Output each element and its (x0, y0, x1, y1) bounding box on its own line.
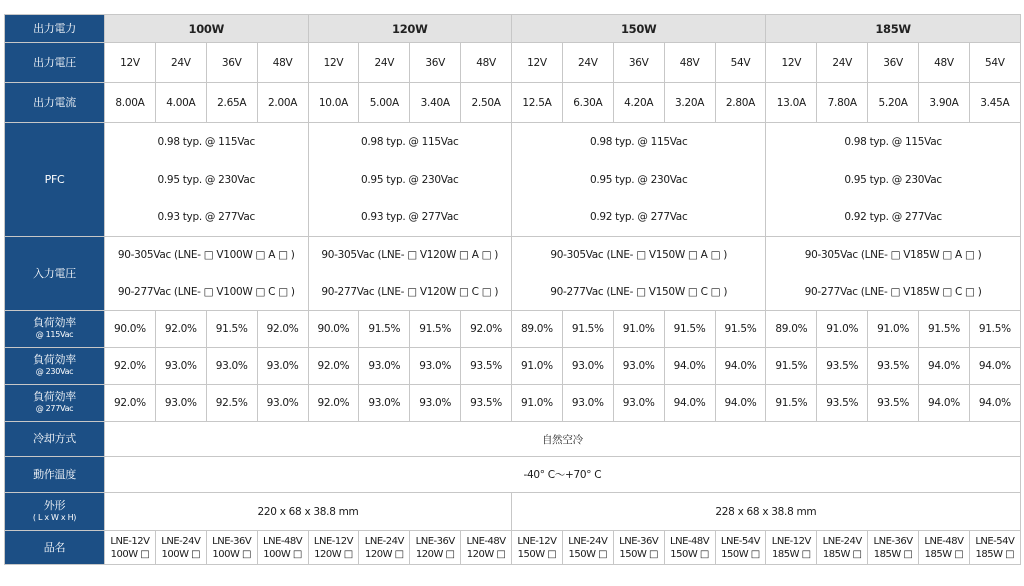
voltage-cell: 12V (308, 43, 359, 83)
current-cell: 5.00A (359, 83, 410, 123)
efficiency-cell: 91.5% (969, 311, 1020, 348)
product-name-cell (969, 531, 1020, 565)
product-name-line: LNE-36V (415, 535, 455, 547)
table-row (5, 531, 1021, 565)
product-name-cell (257, 531, 308, 565)
row-header: 動作温度 (5, 457, 105, 493)
pfc-cell: 0.98 typ. @ 115Vac (105, 123, 309, 161)
efficiency-cell: 92.0% (308, 385, 359, 422)
input-voltage-cell: 90-305Vac (LNE- □ V185W □ A □ ) (766, 237, 1020, 274)
current-cell: 3.20A (664, 83, 715, 123)
product-name-line: LNE-12V (313, 535, 353, 547)
product-name-cell (766, 531, 817, 565)
input-voltage-cell: 90-305Vac (LNE- □ V120W □ A □ ) (308, 237, 512, 274)
product-name-line: LNE-48V (924, 535, 964, 547)
efficiency-cell: 91.5% (766, 385, 817, 422)
product-name-cell (512, 531, 563, 565)
row-header (5, 348, 105, 385)
input-voltage-cell: 90-277Vac (LNE- □ V150W □ C □ ) (512, 274, 766, 311)
efficiency-cell: 93.0% (257, 385, 308, 422)
pfc-cell: 0.95 typ. @ 230Vac (512, 161, 766, 199)
current-cell: 2.80A (715, 83, 766, 123)
product-name-line: LNE-12V (771, 535, 811, 547)
efficiency-cell: 93.0% (155, 385, 206, 422)
row-header-label: 外形 (43, 498, 66, 512)
product-name-line: 120W □ (466, 548, 506, 560)
product-name-line: 100W □ (212, 548, 251, 560)
row-header-label: 負荷効率 (33, 353, 76, 366)
product-name-cell (308, 531, 359, 565)
table-row (5, 422, 1021, 457)
cooling-value: 自然空冷 (105, 422, 1021, 457)
table-row (5, 385, 1021, 422)
product-name-line: LNE-12V (517, 535, 557, 547)
efficiency-cell: 89.0% (766, 311, 817, 348)
current-cell: 13.0A (766, 83, 817, 123)
current-cell: 4.00A (155, 83, 206, 123)
efficiency-cell: 92.0% (257, 311, 308, 348)
row-header-sublabel: @ 277Vac (35, 404, 74, 413)
efficiency-cell: 93.0% (206, 348, 257, 385)
row-header-sublabel: @ 115Vac (35, 330, 74, 339)
product-name-line: LNE-12V (110, 535, 150, 547)
efficiency-cell: 94.0% (715, 348, 766, 385)
input-voltage-cell: 90-277Vac (LNE- □ V120W □ C □ ) (308, 274, 512, 311)
efficiency-cell: 93.0% (410, 385, 461, 422)
current-cell: 2.50A (461, 83, 512, 123)
current-cell: 2.00A (257, 83, 308, 123)
product-name-line: LNE-36V (873, 535, 913, 547)
efficiency-cell: 92.0% (308, 348, 359, 385)
input-voltage-cell: 90-277Vac (LNE- □ V185W □ C □ ) (766, 274, 1020, 311)
efficiency-cell: 93.0% (613, 348, 664, 385)
efficiency-cell: 91.5% (206, 311, 257, 348)
efficiency-cell: 92.0% (155, 311, 206, 348)
product-name-cell (868, 531, 919, 565)
product-name-line: 150W □ (619, 548, 658, 560)
efficiency-cell: 91.0% (613, 311, 664, 348)
row-header (5, 385, 105, 422)
product-name-cell (410, 531, 461, 565)
efficiency-cell: 93.0% (359, 385, 410, 422)
efficiency-cell: 91.5% (766, 348, 817, 385)
input-voltage-cell: 90-305Vac (LNE- □ V100W □ A □ ) (105, 237, 309, 274)
pfc-cell: 0.92 typ. @ 277Vac (512, 199, 766, 237)
current-cell: 10.0A (308, 83, 359, 123)
current-cell: 7.80A (817, 83, 868, 123)
table-row (5, 15, 1021, 43)
efficiency-cell: 93.5% (817, 348, 868, 385)
product-name-line: LNE-36V (212, 535, 252, 547)
pfc-cell: 0.95 typ. @ 230Vac (308, 161, 512, 199)
efficiency-cell: 93.0% (562, 385, 613, 422)
pfc-cell: 0.98 typ. @ 115Vac (766, 123, 1020, 161)
product-name-line: 185W □ (822, 548, 862, 560)
row-header (5, 493, 105, 531)
product-name-line: LNE-24V (161, 535, 201, 547)
table-row (5, 161, 1021, 199)
efficiency-cell: 93.5% (817, 385, 868, 422)
product-name-line: LNE-54V (720, 535, 760, 547)
efficiency-cell: 93.0% (257, 348, 308, 385)
product-name-cell (105, 531, 156, 565)
efficiency-cell: 94.0% (919, 348, 970, 385)
product-name-line: 100W □ (161, 548, 201, 560)
row-header: 出力電圧 (5, 43, 105, 83)
dimensions-value: 220 x 68 x 38.8 mm (105, 493, 512, 531)
row-header: 冷却方式 (5, 422, 105, 457)
efficiency-cell: 94.0% (664, 385, 715, 422)
voltage-cell: 24V (817, 43, 868, 83)
efficiency-cell: 91.0% (512, 385, 563, 422)
spec-table (4, 14, 1021, 565)
watt-header: 185W (766, 15, 1020, 43)
product-name-line: LNE-36V (619, 535, 659, 547)
efficiency-cell: 91.0% (817, 311, 868, 348)
efficiency-cell: 93.0% (155, 348, 206, 385)
product-name-cell (461, 531, 512, 565)
product-name-cell (817, 531, 868, 565)
table-row (5, 199, 1021, 237)
product-name-line: LNE-48V (466, 535, 506, 547)
efficiency-cell: 91.0% (868, 311, 919, 348)
table-row (5, 311, 1021, 348)
product-name-line: LNE-54V (975, 535, 1015, 547)
pfc-cell: 0.93 typ. @ 277Vac (308, 199, 512, 237)
product-name-cell (206, 531, 257, 565)
efficiency-cell: 92.0% (105, 348, 156, 385)
product-name-cell (613, 531, 664, 565)
current-cell: 2.65A (206, 83, 257, 123)
product-name-line: 185W □ (924, 548, 964, 560)
product-name-line: 150W □ (517, 548, 557, 560)
efficiency-cell: 89.0% (512, 311, 563, 348)
row-header: PFC (5, 123, 105, 237)
table-row (5, 493, 1021, 531)
efficiency-cell: 91.5% (715, 311, 766, 348)
product-name-line: LNE-24V (822, 535, 862, 547)
product-name-line: LNE-48V (670, 535, 710, 547)
row-header (5, 311, 105, 348)
input-voltage-cell: 90-277Vac (LNE- □ V100W □ C □ ) (105, 274, 309, 311)
row-header-label: 負荷効率 (33, 316, 76, 329)
product-name-line: 120W □ (415, 548, 455, 560)
pfc-cell: 0.98 typ. @ 115Vac (512, 123, 766, 161)
efficiency-cell: 92.0% (105, 385, 156, 422)
watt-header: 120W (308, 15, 512, 43)
row-header: 出力電力 (5, 15, 105, 43)
product-name-line: LNE-24V (568, 535, 608, 547)
efficiency-cell: 93.5% (868, 385, 919, 422)
row-header-sublabel: @ 230Vac (35, 367, 74, 376)
efficiency-cell: 93.5% (868, 348, 919, 385)
efficiency-cell: 92.5% (206, 385, 257, 422)
product-name-cell (664, 531, 715, 565)
product-name-line: 100W □ (263, 548, 302, 560)
current-cell: 8.00A (105, 83, 156, 123)
product-name-line: 120W □ (314, 548, 353, 560)
product-name-cell (715, 531, 766, 565)
efficiency-cell: 93.0% (359, 348, 410, 385)
product-name-line: 150W □ (721, 548, 760, 560)
voltage-cell: 48V (664, 43, 715, 83)
table-row (5, 274, 1021, 311)
product-name-line: 185W □ (873, 548, 913, 560)
voltage-cell: 36V (206, 43, 257, 83)
efficiency-cell: 93.0% (562, 348, 613, 385)
voltage-cell: 24V (155, 43, 206, 83)
row-header-label: 負荷効率 (33, 390, 76, 403)
current-cell: 5.20A (868, 83, 919, 123)
efficiency-cell: 92.0% (461, 311, 512, 348)
efficiency-cell: 94.0% (919, 385, 970, 422)
product-name-line: 150W □ (568, 548, 608, 560)
voltage-cell: 48V (919, 43, 970, 83)
voltage-cell: 36V (613, 43, 664, 83)
current-cell: 3.45A (969, 83, 1020, 123)
product-name-line: 100W □ (110, 548, 150, 560)
product-name-cell (562, 531, 613, 565)
current-cell: 12.5A (512, 83, 563, 123)
row-header-sublabel: ( L x W x H) (32, 512, 77, 522)
efficiency-cell: 91.5% (664, 311, 715, 348)
watt-header: 100W (105, 15, 309, 43)
pfc-cell: 0.98 typ. @ 115Vac (308, 123, 512, 161)
pfc-cell: 0.93 typ. @ 277Vac (105, 199, 309, 237)
voltage-cell: 36V (868, 43, 919, 83)
efficiency-cell: 91.0% (512, 348, 563, 385)
product-name-cell (359, 531, 410, 565)
product-name-line: LNE-24V (364, 535, 404, 547)
voltage-cell: 36V (410, 43, 461, 83)
voltage-cell: 48V (257, 43, 308, 83)
efficiency-cell: 94.0% (969, 348, 1020, 385)
table-row (5, 457, 1021, 493)
pfc-cell: 0.95 typ. @ 230Vac (766, 161, 1020, 199)
row-header: 入力電圧 (5, 237, 105, 311)
voltage-cell: 12V (766, 43, 817, 83)
table-row (5, 348, 1021, 385)
efficiency-cell: 93.5% (461, 348, 512, 385)
efficiency-cell: 90.0% (308, 311, 359, 348)
current-cell: 3.90A (919, 83, 970, 123)
voltage-cell: 48V (461, 43, 512, 83)
table-row (5, 123, 1021, 161)
voltage-cell: 54V (715, 43, 766, 83)
efficiency-cell: 93.0% (410, 348, 461, 385)
voltage-cell: 12V (512, 43, 563, 83)
spec-table-container (4, 14, 1021, 565)
efficiency-cell: 93.0% (613, 385, 664, 422)
product-name-cell (155, 531, 206, 565)
efficiency-cell: 94.0% (715, 385, 766, 422)
pfc-cell: 0.95 typ. @ 230Vac (105, 161, 309, 199)
operating-temp-value: -40° C～+70° C (105, 457, 1021, 493)
product-name-line: 150W □ (670, 548, 709, 560)
row-header: 品名 (5, 531, 105, 565)
product-name-line: LNE-48V (263, 535, 303, 547)
product-name-line: 185W □ (772, 548, 811, 560)
efficiency-cell: 94.0% (664, 348, 715, 385)
efficiency-cell: 90.0% (105, 311, 156, 348)
table-row (5, 43, 1021, 83)
efficiency-cell: 91.5% (919, 311, 970, 348)
input-voltage-cell: 90-305Vac (LNE- □ V150W □ A □ ) (512, 237, 766, 274)
efficiency-cell: 91.5% (562, 311, 613, 348)
efficiency-cell: 94.0% (969, 385, 1020, 422)
current-cell: 3.40A (410, 83, 461, 123)
table-row (5, 83, 1021, 123)
dimensions-value: 228 x 68 x 38.8 mm (512, 493, 1021, 531)
efficiency-cell: 91.5% (410, 311, 461, 348)
table-row (5, 237, 1021, 274)
current-cell: 6.30A (562, 83, 613, 123)
efficiency-cell: 91.5% (359, 311, 410, 348)
voltage-cell: 54V (969, 43, 1020, 83)
row-header: 出力電流 (5, 83, 105, 123)
product-name-line: 120W □ (365, 548, 404, 560)
voltage-cell: 24V (562, 43, 613, 83)
voltage-cell: 12V (105, 43, 156, 83)
product-name-line: 185W □ (975, 548, 1015, 560)
voltage-cell: 24V (359, 43, 410, 83)
efficiency-cell: 93.5% (461, 385, 512, 422)
watt-header: 150W (512, 15, 766, 43)
product-name-cell (919, 531, 970, 565)
pfc-cell: 0.92 typ. @ 277Vac (766, 199, 1020, 237)
current-cell: 4.20A (613, 83, 664, 123)
